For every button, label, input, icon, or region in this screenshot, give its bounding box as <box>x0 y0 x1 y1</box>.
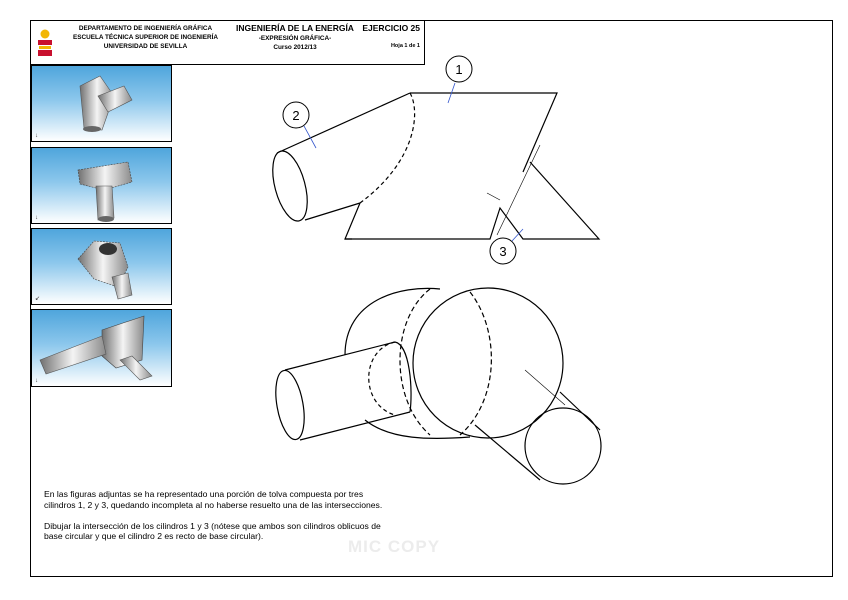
axis-mark: ↓ <box>35 378 38 384</box>
cylinder-2-bottom-generator <box>305 203 360 220</box>
axis-mark: ↓ <box>35 215 38 221</box>
cylinder-2-front-top <box>285 342 395 370</box>
callout-3-label: 3 <box>499 244 507 259</box>
intersection-curve-2-1 <box>360 93 415 203</box>
callout-2 <box>283 102 316 148</box>
cylinder-2-front-bottom <box>300 412 410 440</box>
axis-mark: ↓ <box>35 133 38 139</box>
cylinder-1-lower-arc <box>365 420 470 438</box>
course-year: Curso 2012/13 <box>273 44 317 51</box>
cylinder-2-front-end <box>395 342 411 412</box>
school-name: ESCUELA TÉCNICA SUPERIOR DE INGENIERÍA <box>72 34 219 41</box>
course-subtitle: -EXPRESIÓN GRÁFICA- <box>258 35 332 42</box>
cylinder-3-top-generator <box>560 392 600 430</box>
cylinder-2-base <box>266 147 314 224</box>
statement-paragraph-2: Dibujar la intersección de los cilindros 1 y 3 (nótese que ambos son cilindros oblicuos de base circular y que el cilindro 2 es recto de base circular). <box>44 520 381 542</box>
university-name: UNIVERSIDAD DE SEVILLA <box>103 43 188 50</box>
cylinder-1-hidden-arc-right <box>460 292 491 435</box>
cylinder-1-outline <box>410 93 557 172</box>
exercise-number: EJERCICIO 25 <box>362 23 420 33</box>
statement-paragraph-1: En las figuras adjuntas se ha representado una porción de tolva compuesta por tres cilindros 1, 2 y 3, quedando incompleta al no haberse resuelto una de las intersecciones. <box>44 489 383 510</box>
cylinder-3-outline <box>345 162 599 239</box>
exercise-statement <box>44 489 384 552</box>
course-title: INGENIERÍA DE LA ENERGÍA <box>236 23 354 33</box>
axis-mark: ↙ <box>35 296 41 302</box>
callout-1 <box>446 56 472 103</box>
callout-3 <box>490 229 523 264</box>
department-name: DEPARTAMENTO DE INGENIERÍA GRÁFICA <box>78 25 213 32</box>
cylinder-3-axis-short <box>487 193 500 200</box>
cylinder-3-axis <box>497 145 540 235</box>
watermark: MIC COPY <box>348 537 441 556</box>
cylinder-2-front-base <box>271 368 309 441</box>
callout-1-label: 1 <box>455 62 463 77</box>
sheet-number: Hoja 1 de 1 <box>390 43 420 49</box>
callout-2-label: 2 <box>292 108 300 123</box>
cylinder-1-left-base <box>345 203 360 239</box>
cylinder-3-bottom-generator <box>475 425 540 480</box>
cylinder-2-hidden-end <box>369 342 395 415</box>
